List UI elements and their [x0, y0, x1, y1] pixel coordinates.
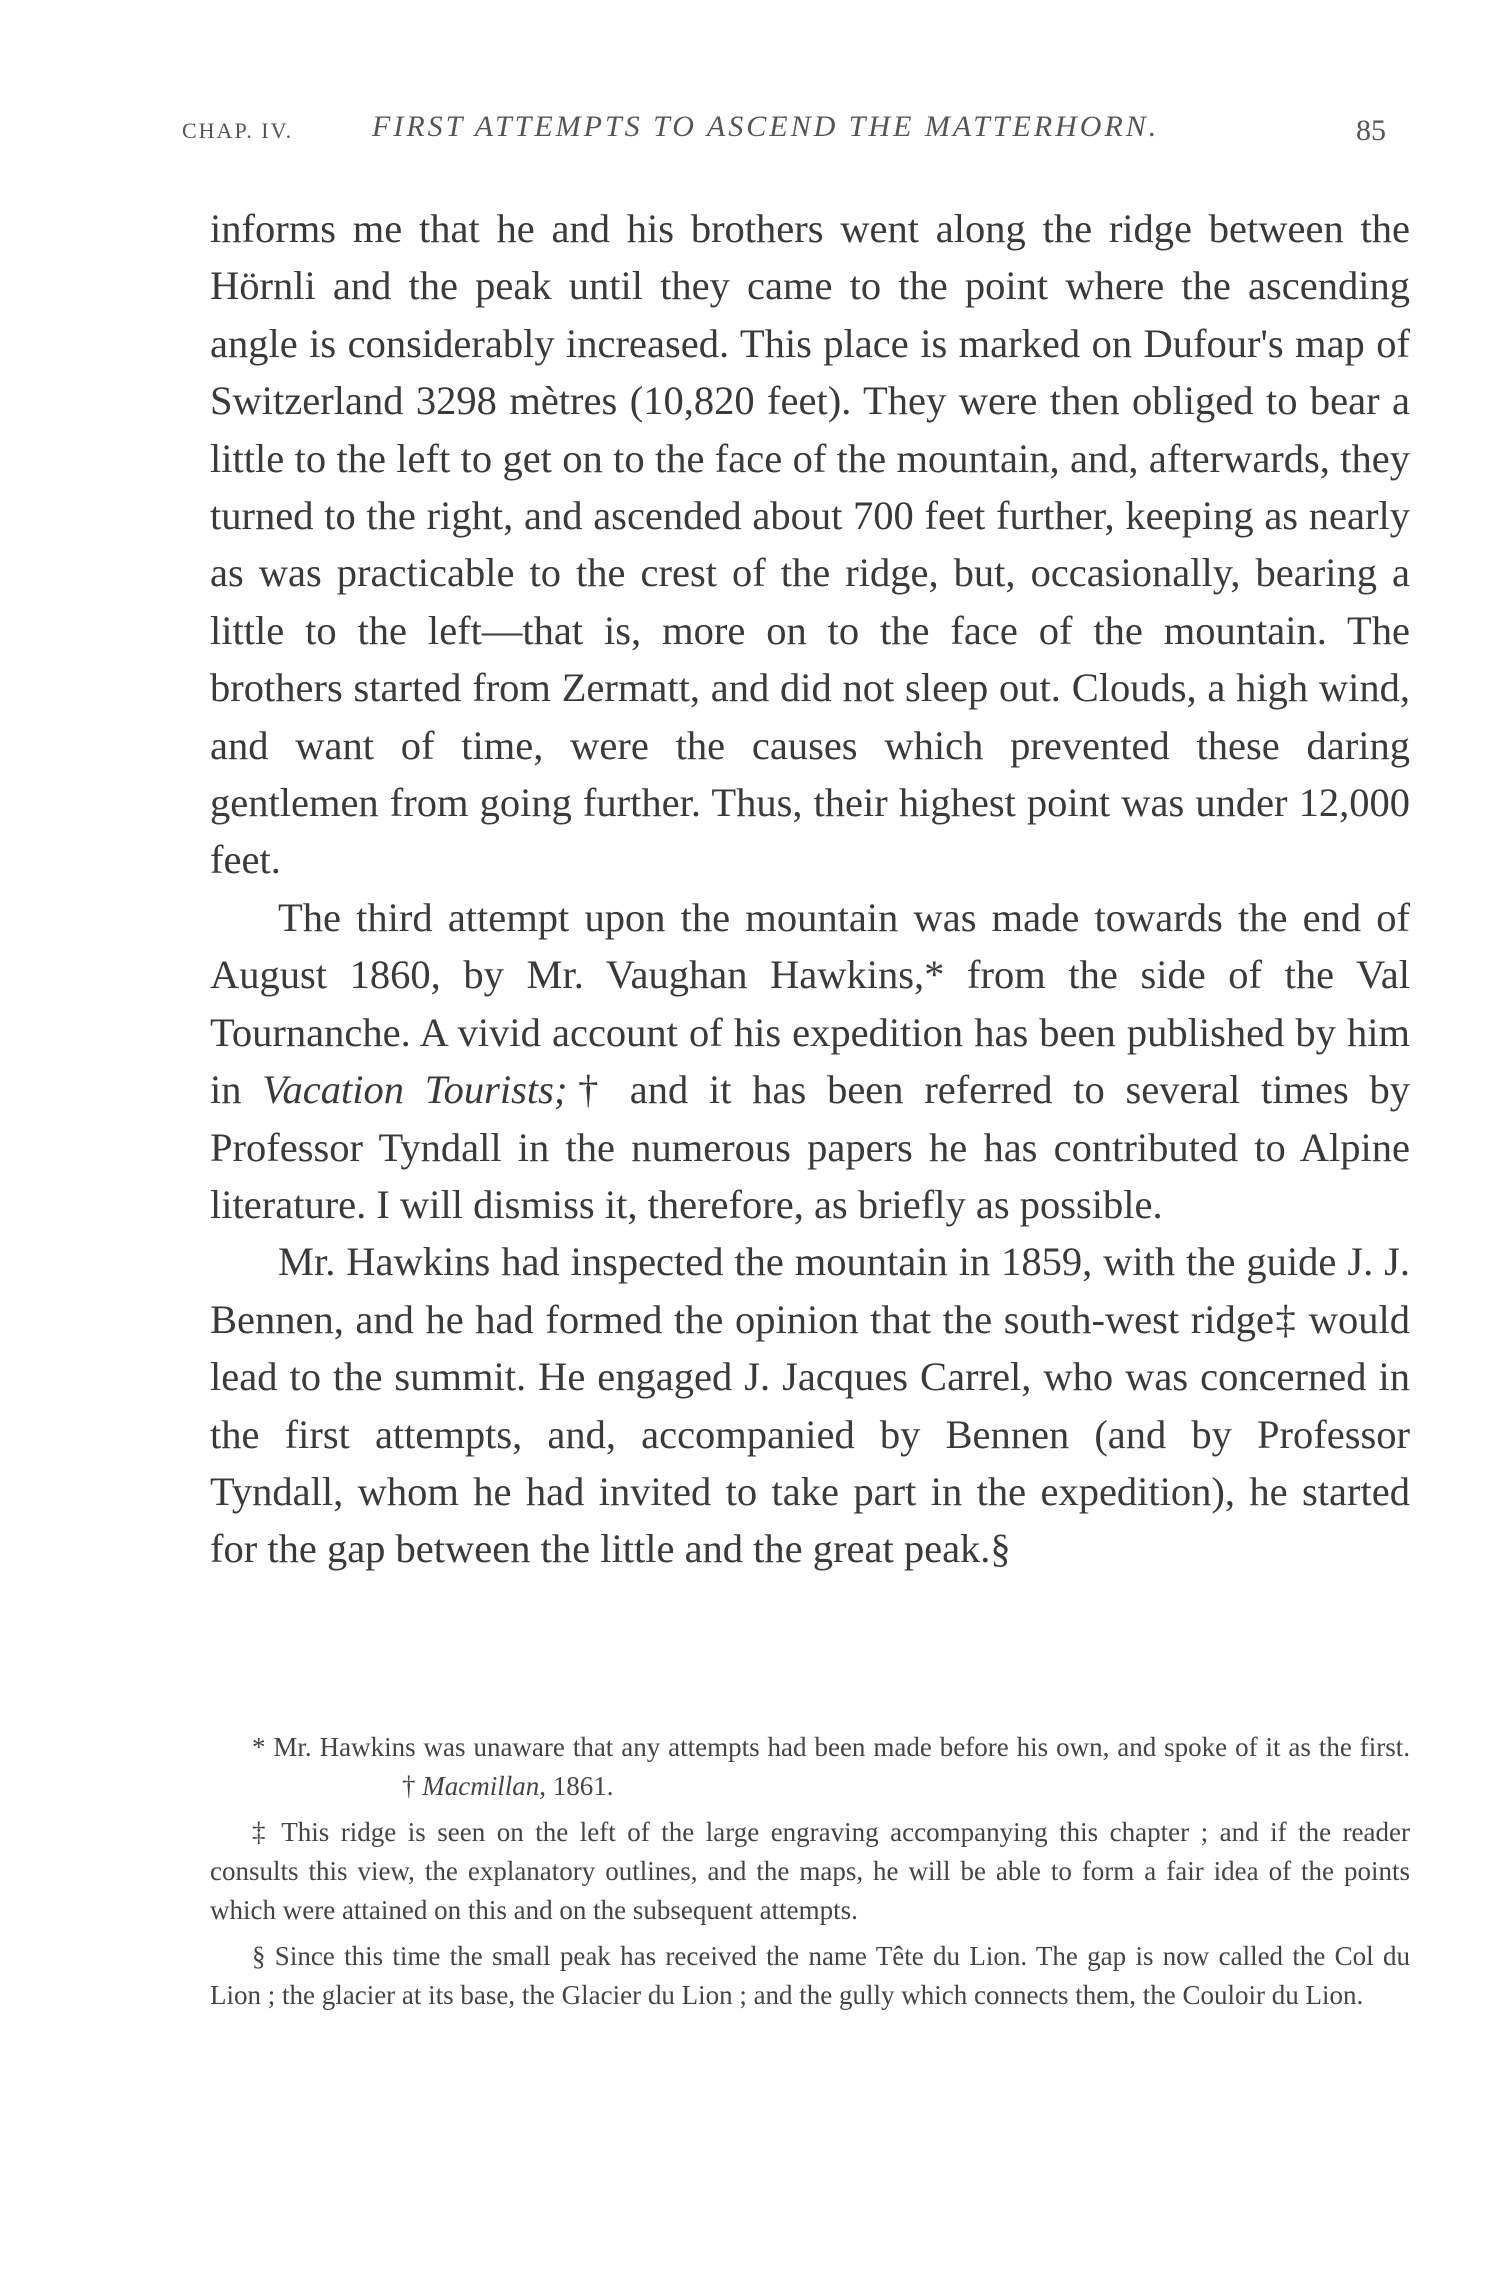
page-number: 85	[1356, 114, 1386, 147]
chapter-label: CHAP. IV.	[182, 118, 294, 143]
dagger-source: Macmillan,	[422, 1771, 546, 1801]
footnote-double-dagger: ‡ This ridge is seen on the left of the large engraving accompanying this chapter ; and if the reader consults this view, the explanatory outlines, and the maps, he will be able to form a fair idea of the points which were attained on this and on the subsequent attempts.	[210, 1817, 1410, 1925]
footnote-dagger	[360, 1767, 613, 1806]
paragraph-hawkins: Mr. Hawkins had inspected the mountain in 1859, with the guide J. J. Bennen, and he had formed the opinion that the south-west ridge‡ would lead to the summit. He engaged J. Jacques Carrel, who was concerned in the first attempts, and, accompanied by Bennen (and by Professor Tyndall, whom he had invited to take part in the expedition), he started for the gap between the little and the great peak.§	[210, 1239, 1410, 1572]
footnote-star-text: * Mr. Hawkins was unaware that any attempts had been made before his own, and spoke of it as the first.	[252, 1732, 1410, 1762]
paragraph-continued: informs me that he and his brothers went along the ridge between the Hörnli and the peak until they came to the point where the ascending angle is considerably increased. This place is marked on Dufour's map of Switzerland 3298 mètres (10,820 feet). They were then obliged to bear a little to the left to get on to the face of the mountain, and, afterwards, they turned to the right, and ascended about 700 feet further, keeping as nearly as was practicable to the crest of the ridge, but, occasionally, bearing a little to the left—that is, more on to the face of the mountain. The brothers started from Zermatt, and did not sleep out. Clouds, a high wind, and want of time, were the causes which prevented these daring gentlemen from going further. Thus, their highest point was under 12,000 feet.	[210, 206, 1410, 883]
paragraph-third-attempt	[210, 889, 1410, 1233]
paragraph-text: The third attempt upon the mountain was made towards the end of August 1860, by Mr. Vaughan Hawkins,* from the side of the Val Tournanche. A vivid account of his expedition has been published by him in	[210, 894, 1410, 1113]
footnote-star	[210, 1728, 1410, 1806]
dagger-mark: †	[402, 1771, 416, 1801]
running-title: FIRST ATTEMPTS TO ASCEND THE MATTERHORN.	[372, 110, 1160, 143]
body-text	[210, 200, 1410, 1578]
book-title-italic: Vacation Tourists;	[262, 1067, 568, 1113]
running-head	[182, 110, 1402, 158]
dagger-year: 1861.	[552, 1771, 614, 1801]
footnote-section: § Since this time the small peak has received the name Tête du Lion. The gap is now called the Col du Lion ; the glacier at its base, the Glacier du Lion ; and the gully which connects them, the Couloir du Lion.	[210, 1941, 1410, 2010]
paragraph-text: † and it has been referred to several times by Professor Tyndall in the numerous papers he has contributed to Alpine literature. I will dismiss it, therefore, as briefly as possible.	[210, 1067, 1411, 1227]
footnotes	[210, 1728, 1410, 2022]
